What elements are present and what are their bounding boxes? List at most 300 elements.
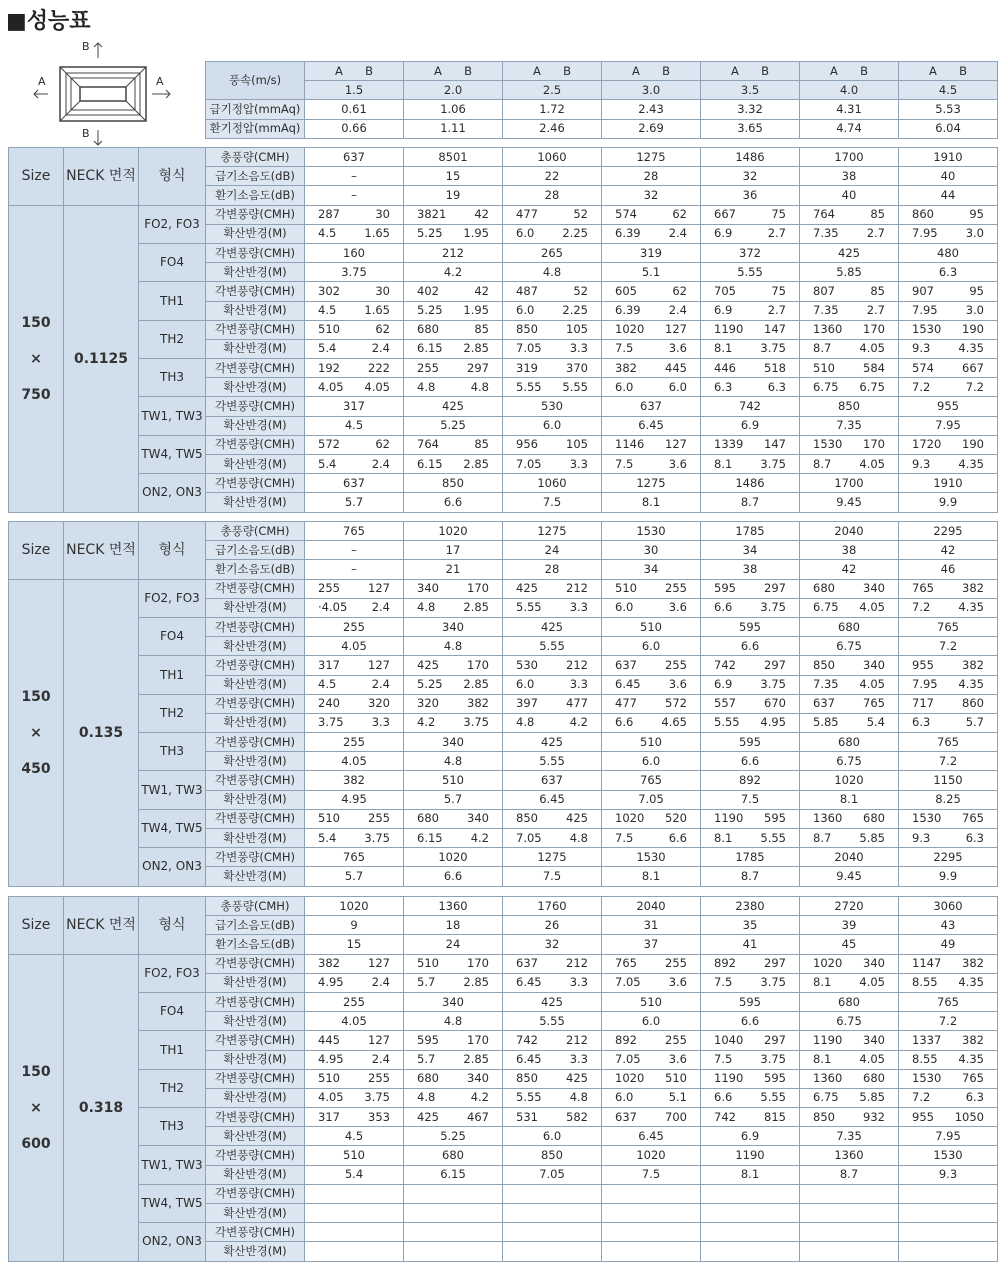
value-pair	[701, 380, 799, 395]
value-cell	[701, 378, 800, 397]
value-cell: 30	[602, 541, 701, 560]
value-cell	[503, 1069, 602, 1088]
value-cell	[305, 656, 404, 675]
value-cell	[404, 301, 503, 320]
value-cell: 1530	[602, 522, 701, 541]
value-b: 255	[368, 1071, 390, 1086]
value-cell	[701, 301, 800, 320]
value-cell: 8.7	[701, 493, 800, 512]
value-b: 212	[566, 657, 588, 672]
row-label: 확산반경(M)	[206, 224, 305, 243]
size-top: 150	[21, 1063, 51, 1080]
row-label: 확산반경(M)	[206, 1242, 305, 1261]
value-pair	[800, 696, 898, 711]
value-cell: 765	[899, 992, 998, 1011]
value-cell: 4.05	[305, 1012, 404, 1031]
row-label: 확산반경(M)	[206, 378, 305, 397]
value-cell	[602, 224, 701, 243]
ab-pair	[305, 64, 403, 79]
value-pair	[800, 380, 898, 395]
value-pair	[800, 975, 898, 990]
value-cell	[800, 954, 899, 973]
value-a: 6.0	[615, 379, 634, 394]
value-pair	[503, 1052, 601, 1067]
value-cell	[305, 301, 404, 320]
value-cell	[701, 809, 800, 828]
value-cell: 1785	[701, 522, 800, 541]
value-cell: 2.43	[602, 100, 701, 119]
type-cell: ON2, ON3	[139, 474, 206, 512]
value-b: 680	[863, 1071, 885, 1086]
value-cell	[800, 1242, 899, 1261]
value-a: 6.39	[615, 226, 641, 241]
value-cell: 6.75	[800, 637, 899, 656]
value-a: 1020	[615, 322, 645, 337]
value-cell	[899, 339, 998, 358]
value-cell	[602, 809, 701, 828]
value-a: 1190	[714, 1071, 744, 1086]
value-a: 6.0	[615, 600, 634, 615]
value-cell: 28	[503, 560, 602, 579]
value-cell	[503, 1223, 602, 1242]
value-pair	[503, 1110, 601, 1125]
row-label: 급기소음도(dB)	[206, 916, 305, 935]
value-pair	[404, 361, 502, 376]
value-cell	[305, 694, 404, 713]
value-b: 5.55	[562, 379, 588, 394]
value-cell: 1275	[602, 474, 701, 493]
diffuser-diagram-icon	[20, 38, 190, 148]
value-b: 62	[375, 437, 390, 452]
value-cell: 340	[404, 617, 503, 636]
value-cell: 4.05	[305, 752, 404, 771]
value-a: 8.1	[714, 830, 733, 845]
size-x: ×	[30, 1099, 42, 1116]
value-cell: 5.55	[503, 637, 602, 656]
value-cell	[899, 579, 998, 598]
value-a: 510	[813, 360, 835, 375]
value-pair	[800, 811, 898, 826]
value-b: 4.2	[470, 1090, 489, 1105]
value-a: 1360	[813, 322, 843, 337]
value-cell: 680	[800, 617, 899, 636]
value-b: 2.4	[371, 1052, 390, 1067]
size-bottom: 600	[21, 1135, 51, 1152]
size-header: Size	[9, 148, 64, 206]
value-a: 7.05	[516, 341, 542, 356]
row-label: 각변풍량(CMH)	[206, 954, 305, 973]
value-a: 6.6	[714, 600, 733, 615]
value-b: 670	[764, 696, 786, 711]
value-a: 5.25	[417, 226, 443, 241]
value-b: 85	[474, 437, 489, 452]
value-cell: 6.0	[602, 752, 701, 771]
row-label: 총풍량(CMH)	[206, 897, 305, 916]
value-a: 1337	[912, 1032, 942, 1047]
data-row	[9, 579, 998, 598]
value-cell: 1190	[701, 1146, 800, 1165]
value-cell	[503, 378, 602, 397]
type-cell: TW4, TW5	[139, 1184, 206, 1222]
row-label: 확산반경(M)	[206, 1050, 305, 1069]
value-cell	[602, 973, 701, 992]
value-a: 4.95	[318, 1052, 344, 1067]
value-a: 6.6	[714, 1090, 733, 1105]
value-b: 2.7	[767, 303, 786, 318]
type-header: 형식	[139, 148, 206, 206]
value-a: 6.3	[714, 379, 733, 394]
value-cell	[800, 579, 899, 598]
value-cell: 317	[305, 397, 404, 416]
value-pair	[899, 341, 997, 356]
value-a: 955	[912, 1109, 934, 1124]
value-pair	[899, 1110, 997, 1125]
value-cell	[404, 1050, 503, 1069]
value-pair	[800, 226, 898, 241]
value-b: 3.0	[965, 226, 984, 241]
row-label: 각변풍량(CMH)	[206, 656, 305, 675]
value-a: 637	[615, 657, 637, 672]
value-b: 85	[474, 322, 489, 337]
value-pair	[701, 226, 799, 241]
value-b: 1.65	[364, 226, 390, 241]
value-cell	[404, 455, 503, 474]
value-cell	[305, 1223, 404, 1242]
ab-pair	[701, 64, 799, 79]
value-cell	[899, 829, 998, 848]
value-cell: 4.2	[404, 263, 503, 282]
value-pair	[404, 226, 502, 241]
value-a: 680	[417, 1071, 439, 1086]
value-pair	[899, 322, 997, 337]
value-cell: 6.6	[404, 493, 503, 512]
value-cell: 1150	[899, 771, 998, 790]
value-cell	[602, 1184, 701, 1203]
value-a: 4.2	[417, 715, 436, 730]
value-a: 425	[417, 657, 439, 672]
value-cell	[404, 224, 503, 243]
value-cell: 22	[503, 167, 602, 186]
value-pair	[404, 677, 502, 692]
value-cell	[899, 973, 998, 992]
value-pair	[701, 600, 799, 615]
type-cell: TH2	[139, 1069, 206, 1107]
value-pair	[404, 284, 502, 299]
value-cell: 24	[503, 541, 602, 560]
row-label: 총풍량(CMH)	[206, 148, 305, 167]
value-pair	[899, 457, 997, 472]
b-label: B	[464, 63, 472, 78]
value-b: 3.6	[668, 1052, 687, 1067]
value-pair	[800, 1090, 898, 1105]
value-a: 807	[813, 283, 835, 298]
row-label: 확산반경(M)	[206, 637, 305, 656]
value-cell: 8.1	[800, 790, 899, 809]
value-cell: 637	[602, 397, 701, 416]
value-b: 3.75	[760, 677, 786, 692]
value-a: 6.0	[516, 677, 535, 692]
value-b: 3.3	[371, 715, 390, 730]
data-row	[9, 397, 998, 416]
value-cell: 6.6	[701, 1012, 800, 1031]
value-b: 582	[566, 1109, 588, 1124]
value-a: 510	[318, 322, 340, 337]
value-cell	[602, 378, 701, 397]
value-b: 30	[375, 207, 390, 222]
row-label: 확산반경(M)	[206, 675, 305, 694]
value-cell: 319	[602, 243, 701, 262]
row-label: 급기소음도(dB)	[206, 541, 305, 560]
value-cell: 160	[305, 243, 404, 262]
value-cell	[602, 359, 701, 378]
neck-area-header: NECK 면적	[64, 148, 139, 206]
value-pair	[602, 696, 700, 711]
pressure-row	[206, 119, 998, 138]
data-row	[9, 320, 998, 339]
value-b: 584	[863, 360, 885, 375]
value-pair	[602, 581, 700, 596]
value-cell: 42	[800, 560, 899, 579]
value-b: 700	[665, 1109, 687, 1124]
value-cell: 765	[899, 617, 998, 636]
data-row	[9, 954, 998, 973]
value-cell	[800, 301, 899, 320]
value-b: 340	[863, 956, 885, 971]
speed-value: 3.0	[602, 81, 701, 100]
value-a: 765	[615, 956, 637, 971]
value-a: 4.05	[318, 1090, 344, 1105]
speed-value: 2.0	[404, 81, 503, 100]
value-b: 255	[665, 581, 687, 596]
value-a: 850	[516, 811, 538, 826]
value-a: 340	[417, 581, 439, 596]
value-cell: 32	[602, 186, 701, 205]
row-label: 각변풍량(CMH)	[206, 205, 305, 224]
value-pair	[899, 677, 997, 692]
row-label: 확산반경(M)	[206, 301, 305, 320]
value-pair	[899, 207, 997, 222]
data-row	[9, 359, 998, 378]
value-pair	[899, 380, 997, 395]
value-a: 255	[318, 581, 340, 596]
type-cell: TW1, TW3	[139, 771, 206, 809]
value-cell	[800, 224, 899, 243]
value-b: 127	[368, 956, 390, 971]
value-cell: 1275	[503, 848, 602, 867]
value-b: 320	[368, 696, 390, 711]
data-row	[9, 243, 998, 262]
value-cell: 6.45	[602, 416, 701, 435]
value-a: 7.5	[714, 1052, 733, 1067]
value-cell: 9.9	[899, 867, 998, 886]
value-cell	[800, 205, 899, 224]
value-b: 3.3	[569, 456, 588, 471]
value-cell	[899, 205, 998, 224]
value-cell: 2.46	[503, 119, 602, 138]
row-label: 확산반경(M)	[206, 1012, 305, 1031]
value-pair	[899, 1052, 997, 1067]
value-cell	[701, 1184, 800, 1203]
value-a: 717	[912, 696, 934, 711]
value-b: 4.8	[569, 1090, 588, 1105]
type-cell: FO4	[139, 992, 206, 1030]
value-pair	[800, 284, 898, 299]
value-cell: 1020	[602, 1146, 701, 1165]
type-cell: ON2, ON3	[139, 848, 206, 886]
value-b: 3.6	[668, 456, 687, 471]
value-pair	[305, 956, 403, 971]
value-cell: 26	[503, 916, 602, 935]
value-a: 680	[417, 322, 439, 337]
data-row	[9, 1108, 998, 1127]
value-pair	[404, 1033, 502, 1048]
value-cell	[800, 694, 899, 713]
value-pair	[503, 677, 601, 692]
a-label: A	[632, 63, 640, 78]
value-pair	[701, 457, 799, 472]
value-cell	[503, 713, 602, 732]
data-row	[9, 656, 998, 675]
size-top: 150	[21, 314, 51, 331]
type-cell: FO2, FO3	[139, 205, 206, 243]
value-cell	[800, 1184, 899, 1203]
value-b: 518	[764, 360, 786, 375]
value-pair	[899, 658, 997, 673]
value-a: 1360	[813, 1071, 843, 1086]
type-cell: FO4	[139, 617, 206, 655]
value-cell	[899, 282, 998, 301]
value-a: 5.55	[714, 715, 740, 730]
value-cell	[602, 675, 701, 694]
value-pair	[602, 658, 700, 673]
speed-values-row	[206, 81, 998, 100]
value-b: 4.95	[760, 715, 786, 730]
value-cell	[701, 435, 800, 454]
value-pair	[404, 380, 502, 395]
value-cell: 4.5	[305, 1127, 404, 1146]
value-a: 531	[516, 1109, 538, 1124]
value-cell: 2380	[701, 897, 800, 916]
value-a: 8.55	[912, 975, 938, 990]
value-cell	[404, 656, 503, 675]
value-b: 2.7	[866, 226, 885, 241]
value-cell: 7.35	[800, 416, 899, 435]
value-pair	[800, 715, 898, 730]
data-row	[9, 992, 998, 1011]
value-b: 353	[368, 1109, 390, 1124]
value-b: 1.95	[463, 226, 489, 241]
section-table-150x450	[8, 521, 998, 887]
value-pair	[305, 1110, 403, 1125]
value-cell: 31	[602, 916, 701, 935]
value-cell	[701, 954, 800, 973]
size-bottom: 450	[21, 760, 51, 777]
value-cell	[404, 1242, 503, 1261]
value-b: 3.75	[364, 1090, 390, 1105]
size-x: ×	[30, 724, 42, 741]
value-a: ·4.05	[318, 600, 348, 615]
value-pair	[701, 696, 799, 711]
value-pair	[404, 956, 502, 971]
page-title: ■성능표	[6, 9, 91, 34]
value-cell	[305, 205, 404, 224]
row-label: 각변풍량(CMH)	[206, 282, 305, 301]
data-row	[9, 1069, 998, 1088]
value-cell	[305, 378, 404, 397]
value-pair	[701, 361, 799, 376]
value-b: 4.35	[958, 677, 984, 692]
value-a: 8.55	[912, 1052, 938, 1067]
value-cell	[899, 1108, 998, 1127]
value-cell: 44	[899, 186, 998, 205]
value-b: 2.4	[371, 341, 390, 356]
value-a: 7.05	[516, 830, 542, 845]
ab-pair	[503, 64, 601, 79]
row-label: 확산반경(M)	[206, 455, 305, 474]
value-cell	[899, 1069, 998, 1088]
value-pair	[602, 677, 700, 692]
value-cell: 7.2	[899, 752, 998, 771]
section-table-150x600	[8, 896, 998, 1262]
value-cell	[800, 809, 899, 828]
value-cell: 1.72	[503, 100, 602, 119]
row-label: 확산반경(M)	[206, 1165, 305, 1184]
value-a: 637	[813, 696, 835, 711]
value-b: 127	[368, 657, 390, 672]
value-b: 680	[863, 811, 885, 826]
row-label: 확산반경(M)	[206, 867, 305, 886]
value-cell	[305, 713, 404, 732]
value-cell	[602, 1088, 701, 1107]
value-cell	[701, 224, 800, 243]
value-cell: 7.95	[899, 416, 998, 435]
value-a: 320	[417, 696, 439, 711]
value-cell: 9.45	[800, 493, 899, 512]
value-pair	[503, 811, 601, 826]
value-cell	[800, 713, 899, 732]
value-b: 3.3	[569, 677, 588, 692]
value-pair	[404, 658, 502, 673]
value-pair	[602, 322, 700, 337]
value-cell	[305, 954, 404, 973]
value-b: 3.3	[569, 600, 588, 615]
value-cell: 765	[305, 848, 404, 867]
type-cell: FO2, FO3	[139, 579, 206, 617]
value-a: 1147	[912, 956, 942, 971]
value-cell: 1275	[602, 148, 701, 167]
value-cell	[800, 1223, 899, 1242]
value-b: 340	[863, 581, 885, 596]
row-label: 환기소음도(dB)	[206, 186, 305, 205]
value-pair	[404, 811, 502, 826]
row-label: 각변풍량(CMH)	[206, 397, 305, 416]
value-cell	[800, 282, 899, 301]
value-a: 7.05	[615, 1052, 641, 1067]
value-cell: 510	[305, 1146, 404, 1165]
value-a: 6.15	[417, 830, 443, 845]
value-b: 4.05	[859, 600, 885, 615]
value-pair	[701, 1052, 799, 1067]
value-pair	[701, 975, 799, 990]
value-cell: 28	[602, 167, 701, 186]
row-label: 각변풍량(CMH)	[206, 1146, 305, 1165]
value-pair	[305, 207, 403, 222]
value-pair	[701, 1090, 799, 1105]
value-a: 8.1	[813, 975, 832, 990]
value-pair	[404, 696, 502, 711]
value-a: 1530	[813, 437, 843, 452]
neck-area-cell: 0.135	[64, 579, 139, 886]
